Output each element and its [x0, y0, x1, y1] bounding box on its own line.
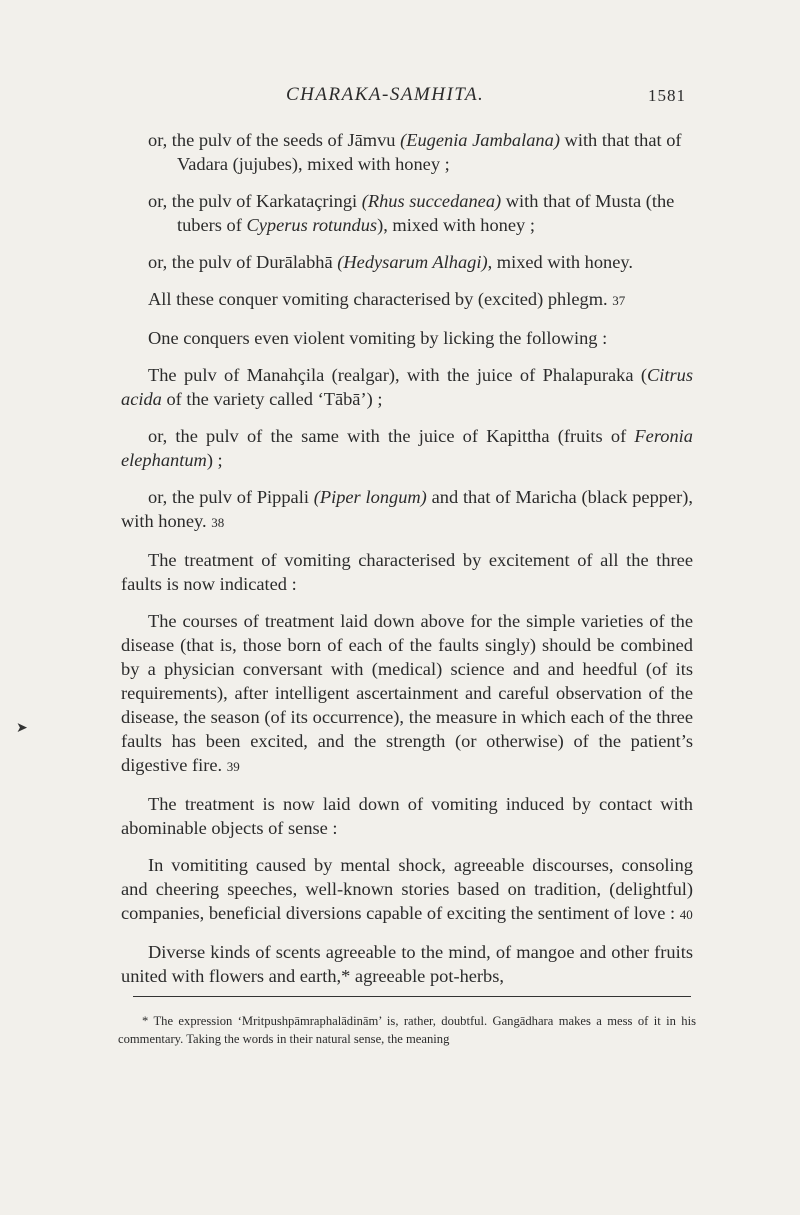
paragraph: or, the pulv of Durālabhā (Hedysarum Alhagi), mixed with honey. — [148, 252, 633, 272]
paragraph: One conquers even violent vomiting by licking the following : — [148, 328, 608, 348]
footnote-divider — [133, 996, 691, 997]
margin-arrow-icon: ➤ — [16, 721, 28, 736]
paragraph: The treatment of vomiting characterised by excitement of all the three faults is now indicated : — [121, 550, 693, 594]
paragraph: or, the pulv of the seeds of Jāmvu (Eugenia Jambalana) with that that of Vadara (jujubes), mixed with honey ; — [148, 130, 682, 174]
paragraph: The courses of treatment laid down above for the simple varieties of the disease (that is, those born of each of the faults singly) should be combined by a physician conversant with (medical) science and and heedful (of its requirements), after intelligent ascertainment and careful observation of the disease, the season (of its occurrence), the measure in which each of the three faults has been excited, and the strength (or otherwise) of the patient’s digestive fire. 39 — [121, 611, 693, 775]
verse-number: 40 — [679, 907, 693, 922]
footnote — [118, 1012, 696, 1048]
paragraph: In vomititing caused by mental shock, agreeable discourses, consoling and cheering speeches, well-known stories based on tradition, (delightful) companies, beneficial diversions capable of exciting the sentiment of love : 40 — [121, 855, 693, 923]
footnote-text: * The expression ‘Mritpushpāmraphalādinām’ is, rather, doubtful. Gangādhara makes a mess of it in his commentary. Taking the words in their natural sense, the meaning — [118, 1014, 696, 1046]
page-number: 1581 — [648, 86, 686, 105]
paragraph: or, the pulv of the same with the juice of Kapittha (fruits of Feronia elephantum) ; — [121, 426, 693, 470]
verse-number: 37 — [612, 293, 626, 308]
running-title: CHARAKA-SAMHITA. — [286, 84, 485, 105]
verse-number: 39 — [226, 759, 240, 774]
running-header — [0, 84, 800, 112]
paragraph: or, the pulv of Pippali (Piper longum) and that of Maricha (black pepper), with honey. 38 — [121, 487, 693, 531]
main-text — [121, 128, 693, 1001]
paragraph: All these conquer vomiting characterised by (excited) phlegm. 37 — [148, 289, 626, 309]
paragraph: or, the pulv of Karkataçringi (Rhus succedanea) with that of Musta (the tubers of Cyperus rotundus), mixed with honey ; — [148, 191, 675, 235]
paragraph: The treatment is now laid down of vomiting induced by contact with abominable objects of sense : — [121, 794, 693, 838]
paragraph: The pulv of Manahçila (realgar), with the juice of Phalapuraka (Citrus acida of the variety called ‘Tābā’) ; — [121, 365, 693, 409]
verse-number: 38 — [211, 515, 225, 530]
paragraph: Diverse kinds of scents agreeable to the mind, of mangoe and other fruits united with flowers and earth,* agreeable pot-herbs, — [121, 942, 693, 986]
